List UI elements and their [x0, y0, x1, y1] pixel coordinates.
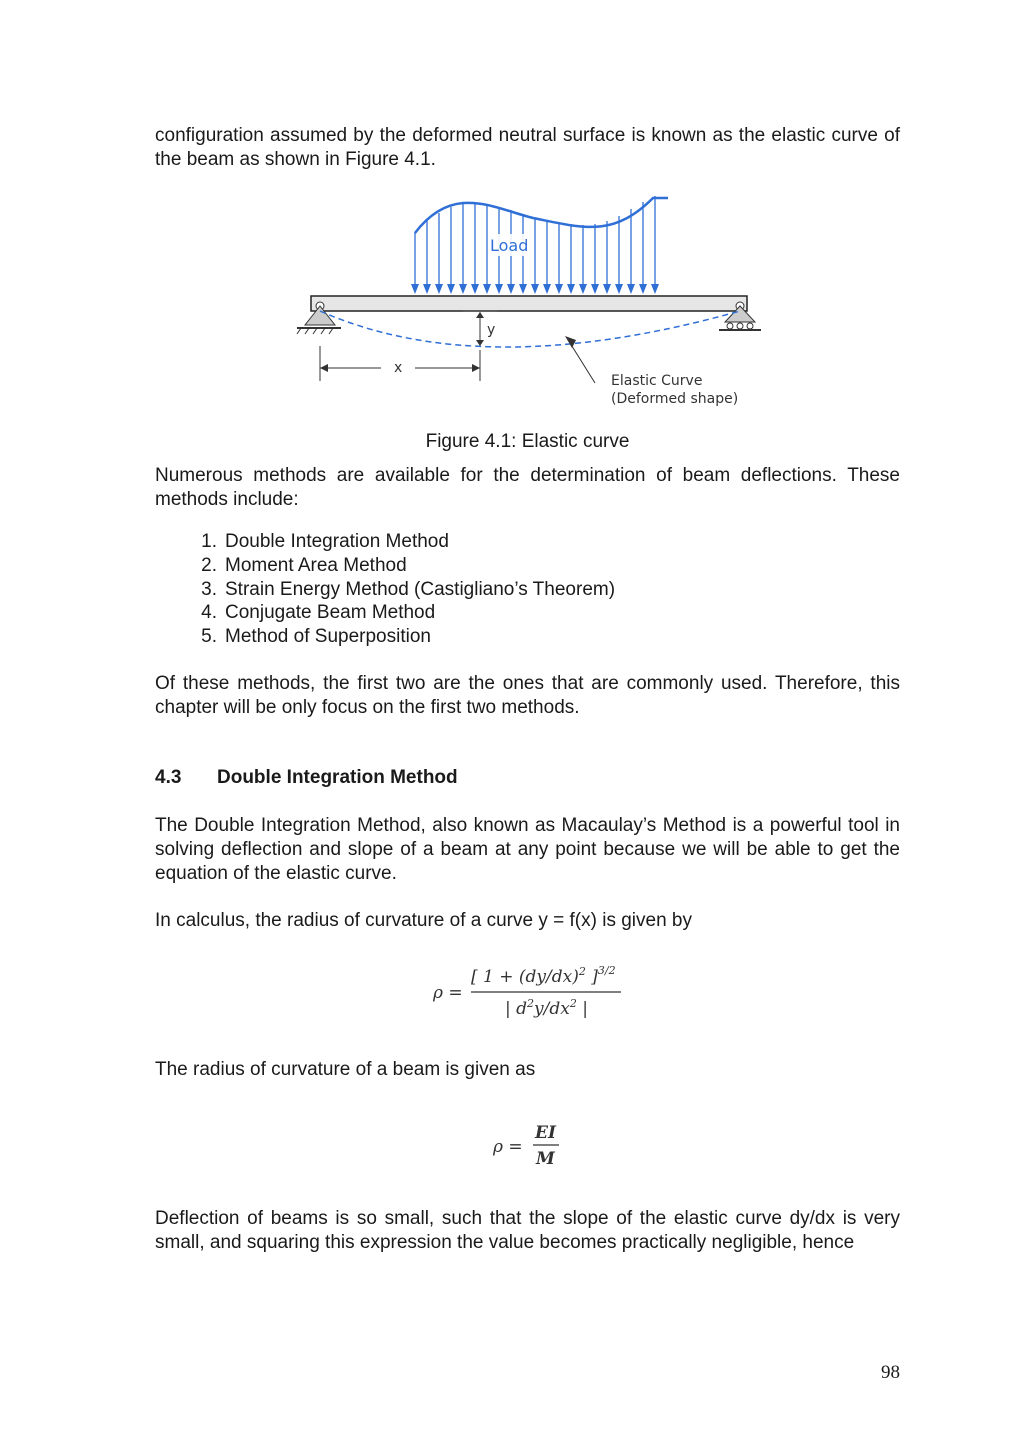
- eq2-denominator: M: [536, 1149, 555, 1169]
- eq1-numerator: [ $1 + (dy/dx)^2$ ]$^{3/2}$: [471, 964, 616, 987]
- equation-radius-curvature: [433, 960, 633, 1026]
- eq1-denominator: | $d^2y/dx^2$ |: [505, 997, 588, 1019]
- paragraph-beam-radius: The radius of curvature of a beam is given as: [155, 1059, 536, 1080]
- paragraph-calculus: In calculus, the radius of curvature of a curve y = f(x) is given by: [155, 910, 692, 931]
- eq1-lhs: ρ =: [433, 983, 463, 1003]
- list-item: [155, 625, 615, 649]
- equation-1-svg: [433, 960, 633, 1022]
- page-number: 98: [881, 1362, 900, 1383]
- list-text: Method of Superposition: [225, 626, 431, 648]
- paragraph-methods-intro: Numerous methods are available for the determination of beam deflections. These methods include:: [155, 465, 900, 510]
- load-curve: [415, 198, 668, 233]
- figure-elastic-curve: [293, 188, 763, 413]
- list-number: 4.: [201, 602, 217, 624]
- section-number: 4.3: [155, 767, 182, 788]
- list-text: Conjugate Beam Method: [225, 602, 436, 624]
- load-arrows: [415, 196, 655, 291]
- list-item: [155, 530, 615, 554]
- list-item: [155, 601, 615, 625]
- curve-label-2: (Deformed shape): [611, 391, 739, 407]
- list-number: 3.: [201, 578, 217, 600]
- methods-list: [155, 530, 615, 649]
- beam: [311, 296, 747, 311]
- list-item: [155, 554, 615, 578]
- list-number: 1.: [201, 531, 217, 552]
- eq2-lhs: ρ =: [493, 1137, 523, 1157]
- paragraph-double-integration: The Double Integration Method, also known as Macaulay’s Method is a powerful tool in solving deflection and slope of a beam at any point because we will be able to get the equation of the elastic curve.: [155, 815, 900, 884]
- list-text: Strain Energy Method (Castigliano’s Theorem): [225, 578, 616, 600]
- equation-2-svg: [493, 1120, 573, 1172]
- curve-label-1: Elastic Curve: [611, 373, 703, 389]
- equation-beam-curvature: [493, 1120, 573, 1176]
- list-text: Moment Area Method: [225, 554, 407, 576]
- section-title: Double Integration Method: [217, 767, 458, 788]
- paragraph-deflection-small: Deflection of beams is so small, such that the slope of the elastic curve dy/dx is very small, and squaring this expression the value becomes practically negligible, hence: [155, 1208, 900, 1253]
- elastic-curve-diagram: [293, 188, 763, 413]
- list-item: [155, 578, 615, 602]
- x-label: x: [394, 360, 403, 376]
- list-number: 5.: [201, 626, 217, 648]
- eq2-numerator: EI: [535, 1123, 556, 1143]
- figure-caption: Figure 4.1: Elastic curve: [425, 431, 630, 452]
- list-text: Double Integration Method: [225, 531, 449, 552]
- paragraph-common-methods: Of these methods, the first two are the ones that are commonly used. Therefore, this chapter will be only focus on the first two methods.: [155, 673, 900, 718]
- load-arrowheads: [411, 284, 659, 294]
- page: [155, 0, 900, 1447]
- y-label: y: [487, 322, 496, 338]
- elastic-curve: [320, 311, 740, 347]
- section-heading: [155, 766, 458, 790]
- paragraph-intro: configuration assumed by the deformed neutral surface is known as the elastic curve of the beam as shown in Figure 4.1.: [155, 125, 900, 170]
- load-label: Load: [490, 236, 529, 255]
- list-number: 2.: [201, 554, 217, 576]
